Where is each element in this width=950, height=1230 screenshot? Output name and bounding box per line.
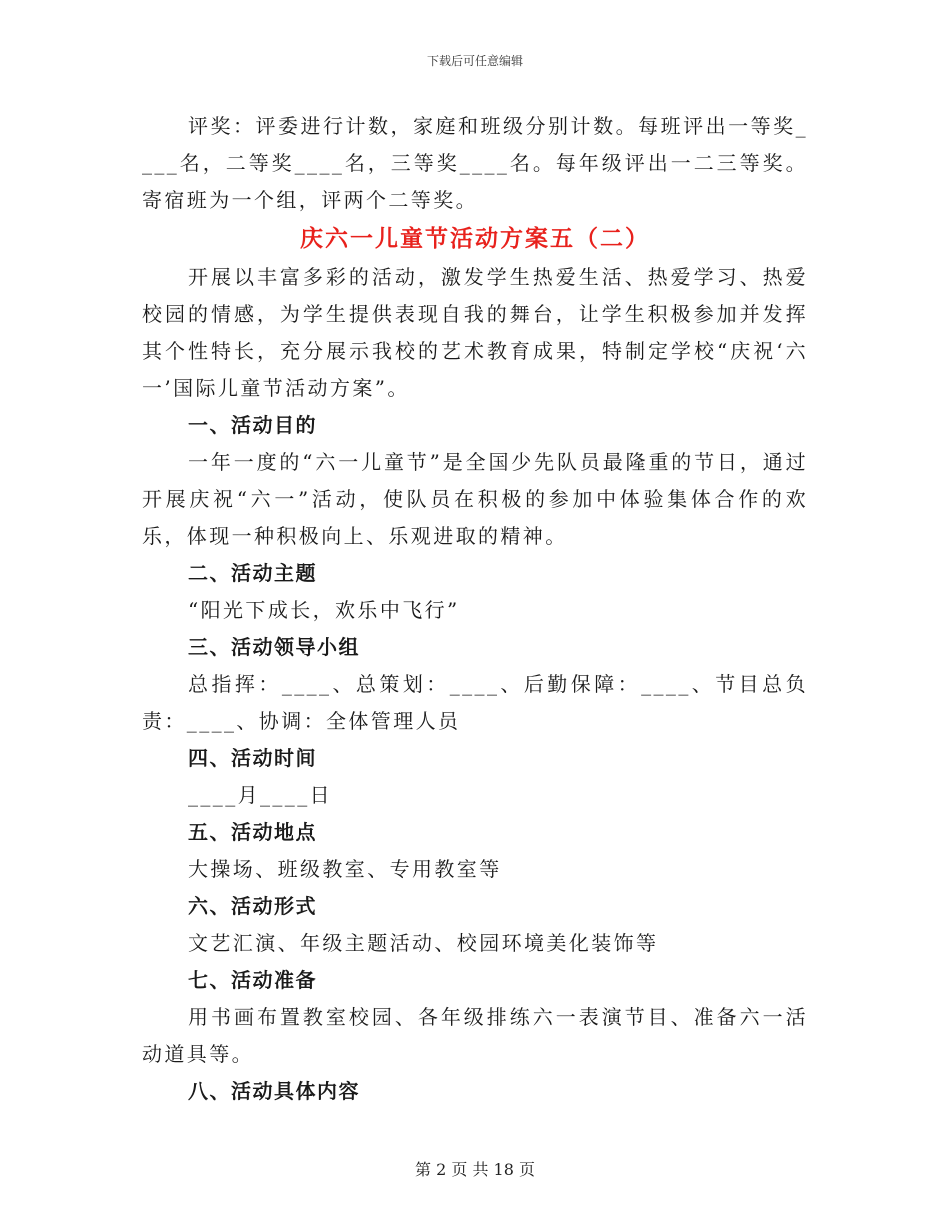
document-body (142, 108, 808, 1110)
purpose-paragraph: 一年一度的“六一儿童节”是全国少先队员最隆重的节日，通过开展庆祝“六一”活动，使队员在积极的参加中体验集体合作的欢乐，体现一种积极向上、乐观进取的精神。 (142, 450, 808, 548)
heading-theme: 二、活动主题 (188, 561, 317, 585)
theme-paragraph: “阳光下成长，欢乐中飞行” (188, 598, 460, 622)
time-paragraph: ____月____日 (188, 783, 332, 807)
location-paragraph: 大操场、班级教室、专用教室等 (188, 857, 502, 881)
page-number: 第 2 页 共 18 页 (415, 1160, 535, 1179)
heading-purpose: 一、活动目的 (188, 413, 317, 437)
format-paragraph: 文艺汇演、年级主题活动、校园环境美化装饰等 (188, 931, 659, 955)
leadership-paragraph: 总指挥：____、总策划：____、后勤保障：____、节目总负责：____、协调：全体管理人员 (142, 672, 808, 733)
preparation-paragraph: 用书画布置教室校园、各年级排练六一表演节目、准备六一活动道具等。 (142, 1005, 808, 1066)
heading-time: 四、活动时间 (188, 746, 317, 770)
heading-location: 五、活动地点 (188, 820, 317, 844)
heading-format: 六、活动形式 (188, 894, 317, 918)
section-title: 庆六一儿童节活动方案五（二） (300, 226, 650, 252)
heading-leadership: 三、活动领导小组 (188, 635, 360, 659)
intro-paragraph: 开展以丰富多彩的活动，激发学生热爱生活、热爱学习、热爱校园的情感，为学生提供表现自我的舞台，让学生积极参加并发挥其个性特长，充分展示我校的艺术教育成果，特制定学校“庆祝‘六一’国际儿童节活动方案”。 (142, 265, 808, 400)
page-header-note: 下载后可任意编辑 (426, 54, 523, 68)
heading-content: 八、活动具体内容 (188, 1079, 360, 1103)
award-paragraph: 评奖：评委进行计数，家庭和班级分别计数。每班评出一等奖____名，二等奖____名，三等奖____名。每年级评出一二三等奖。寄宿班为一个组，评两个二等奖。 (142, 114, 808, 212)
heading-preparation: 七、活动准备 (188, 968, 317, 992)
